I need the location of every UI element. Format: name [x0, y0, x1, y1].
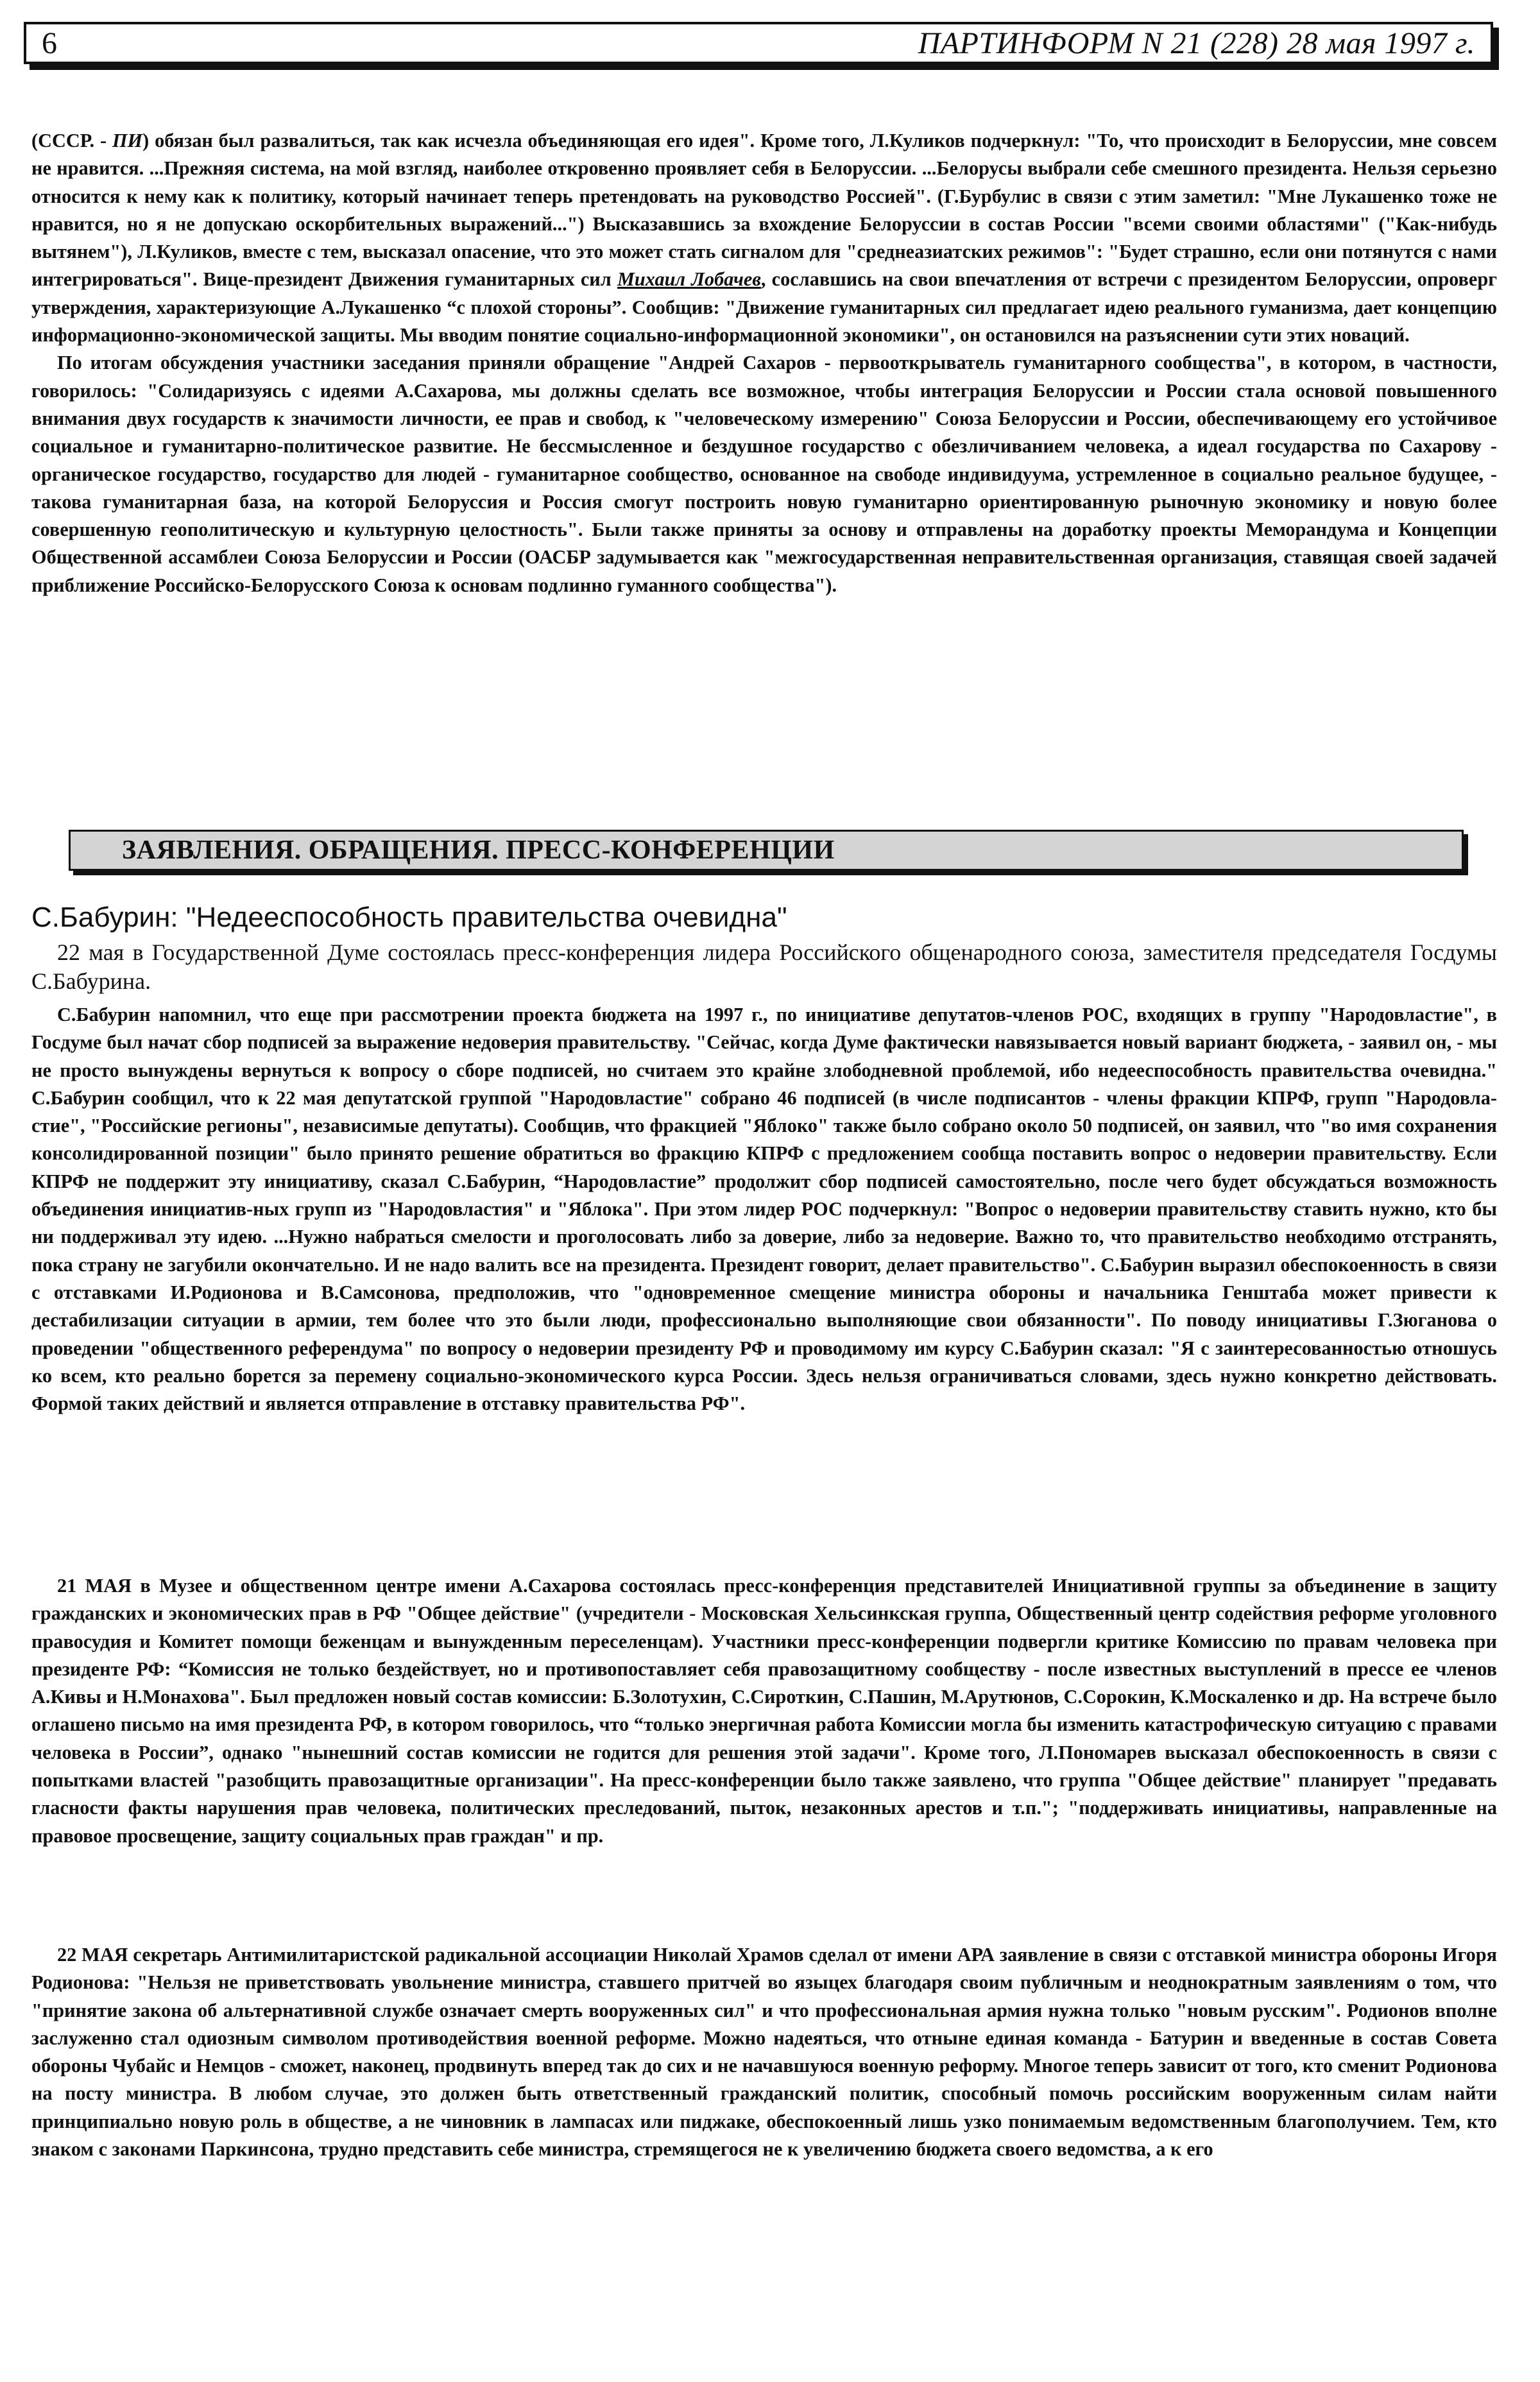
page-header — [24, 22, 1493, 64]
article-body: С.Бабурин напомнил, что еще при рассмотрении проекта бюджета на 1997 г., по инициативе депутатов-членов РОС, входящих в группу "Народовластие", в Госдуме был начат сбор подписей за выражение недоверия правительству. "Сейчас, когда Думе фактически навязывается новый вариант бюджета, - заявил он, - мы не просто вынуждены вернуться к вопросу о сборе подписей, но считаем это крайне злободневной проблемой, ибо недееспособность правительства очевидна." С.Бабурин сообщил, что к 22 мая депутатской группой "Народовластие" собрано 46 подписей (в числе подписантов - члены фракции КПРФ, групп "Народовла-стие", "Российские регионы", независимые депутаты). Сообщив, что фракцией "Яблоко" также было собрано около 50 подписей, он заявил, что "во имя сохранения консолидированной позиции" было принято решение обратиться во фракцию КПРФ с предложением сообща поставить вопрос о недоверии правительству. Если КПРФ не поддержит эту инициативу, сказал С.Бабурин, “Народовластие” продолжит сбор подписей самостоятельно, после чего будет обсуждаться возможность объединения инициатив-ных групп из "Народовластия" и "Яблока". При этом лидер РОС подчеркнул: "Вопрос о недоверии правительству ставить нужно, кто бы ни поддерживал эту идею. ...Нужно набраться смелости и проголосовать либо за доверие, либо за недоверие. Важно то, что правительство необходимо отстранять, пока страну не загубили окончательно. И не надо валить все на президента. Президент говорит, делает правительство". С.Бабурин выразил обеспокоенность в связи с отставками И.Родионова и В.Самсонова, предположив, что "одновременное смещение министра обороны и начальника Генштаба может привести к дестабилизации ситуации в армии, тем более что это были люди, профессионально выполняющие свои обязанности". По поводу инициативы Г.Зюганова о проведении "общественного референдума" по вопросу о недоверии президенту РФ и проводимому им курсу С.Бабурин сказал: "Я с заинтересованностью отношусь ко всем, кто реально борется за перемену социально-экономического курса России. Здесь нельзя ограничиваться словами, здесь нужно конкретно действовать. Формой таких действий и является отправление в отставку правительства РФ". — [31, 1004, 1497, 1415]
intro-p1-start: (СССР. - — [31, 130, 112, 151]
intro-p1-end: , сославшись на свои впечатления от встречи с президентом Белоруссии, опроверг утверждения, характеризующие А.Лукашенко “с плохой стороны”. Сообщив: "Движение гуманитарных сил предлагает идею реального гуманизма, дает концепцию информационно-экономической защиты. Мы вводим понятие социально-информационной экономики", он остановился на разъяснении сути этих новаций. — [31, 268, 1497, 347]
intro-p1-name: Михаил Лобачев — [617, 268, 761, 291]
article-title: С.Бабурин: "Недееспособность правительства очевидна" — [31, 902, 787, 933]
article-body-block — [31, 1001, 1497, 1418]
news-may21-block — [31, 1572, 1497, 1850]
article-lead: 22 мая в Государственной Думе состоялась пресс-конференция лидера Российского общенародного союза, заместителя председателя Госдумы С.Бабурина. — [31, 939, 1497, 994]
news-may22-block — [31, 1941, 1497, 2163]
intro-paragraph-1 — [31, 127, 1497, 349]
intro-block — [31, 127, 1497, 599]
section-header — [69, 830, 1464, 871]
page-number: 6 — [42, 26, 57, 60]
section-title: ЗАЯВЛЕНИЯ. ОБРАЩЕНИЯ. ПРЕСС-КОНФЕРЕНЦИИ — [122, 835, 835, 865]
intro-p1-abbr: ПИ — [112, 130, 143, 151]
news-may21: 21 МАЯ в Музее и общественном центре имени А.Сахарова состоялась пресс-конференция представителей Инициативной группы за объединение в защиту гражданских и экономических прав в РФ "Общее действие" (учредители - Московская Хельсинкская группа, Общественный центр содействия реформе уголовного правосудия и Комитет помощи беженцам и вынужденным переселенцам). Участники пресс-конференции подвергли критике Комиссию по правам человека при президенте РФ: “Комиссия не только бездействует, но и противопоставляет себя правозащитному сообществу - после известных выступлений в прессе ее членов А.Кивы и Н.Монахова". Был предложен новый состав комиссии: Б.Золотухин, С.Сироткин, С.Пашин, М.Арутюнов, С.Сорокин, К.Москаленко и др. На встрече было оглашено письмо на имя президента РФ, в котором говорилось, что “только энергичная работа Комиссии могла бы изменить катастрофическую ситуацию с правами человека в России”, однако "нынешний состав комиссии не годится для решения этой задачи". Кроме того, Л.Пономарев высказал обеспокоенность в связи с попытками властей "разобщить правозащитные организации". На пресс-конференции было также заявлено, что группа "Общее действие" планирует "предавать гласности факты нарушения прав человека, политических преследований, пыток, незаконных арестов и т.п."; "поддерживать инициативы, направленные на правовое просвещение, защиту социальных прав граждан" и пр. — [31, 1575, 1497, 1847]
intro-paragraph-2: По итогам обсуждения участники заседания приняли обращение "Андрей Сахаров - первооткрыватель гуманитарного сообщества", в котором, в частности, говорилось: "Солидаризуясь с идеями А.Сахарова, мы должны сделать все возможное, чтобы интеграция Белоруссии и России стала основой повышенного внимания двух государств к значимости личности, ее прав и свобод, к "человеческому измерению" Союза Белоруссии и России, обеспечивающему его устойчивое социальное и гуманитарно-политическое развитие. Не бессмысленное и бездушное государство с обезличиванием человека, а идеал государства по Сахарову - органическое государство, государство для людей - гуманитарное сообщество, основанное на свободе индивидуума, устремленное в социально реальное будущее, - такова гуманитарная база, на которой Белоруссия и Россия смогут построить новую гуманитарно ориентированную рыночную экономику и новую более совершенную геополитическую и культурную целостность". Были также приняты за основу и отправлены на доработку проекты Меморандума и Концепции Общественной ассамблеи Союза Белоруссии и России (ОАСБР задумывается как "межгосударственная неправительственная организация, ставящая своей задачей приближение Российско-Белорусского Союза к основам подлинно гуманного сообщества"). — [31, 352, 1497, 596]
running-head: ПАРТИНФОРМ N 21 (228) 28 мая 1997 г. — [918, 26, 1475, 60]
intro-p1-middle: ) обязан был развалиться, так как исчезла объединяющая его идея". Кроме того, Л.Куликов подчеркнул: "То, что происходит в Белоруссии, мне совсем не нравится. ...Прежняя система, на мой взгляд, наиболее откровенно проявляет себя в Белоруссии. ...Белорусы выбрали себе смешного президента. Нельзя серьезно относится к нему как к политику, который начинает теперь претендовать на руководство Россией". (Г.Бурбулис в связи с этим заметил: "Мне Лукашенко тоже не нравится, но я не допускаю оскорбительных выражений...") Высказавшись за вхождение Белоруссии в состав России "всеми своими областями" ("Как-нибудь вытянем"), Л.Куликов, вместе с тем, высказал опасение, что это может стать сигналом для "среднеазиатских режимов": "Будет страшно, если они потянутся с нами интегрироваться". Вице-президент Движения гуманитарных сил — [31, 130, 1497, 291]
news-may22: 22 МАЯ секретарь Антимилитаристской радикальной ассоциации Николай Храмов сделал от имени АРА заявление в связи с отставкой министра обороны Игоря Родионова: "Нельзя не приветствовать увольнение министра, ставшего притчей во языцех благодаря своим публичным и неоднократным заявлениям о том, что "принятие закона об альтернативной службе означает смерть вооруженных сил" и что профессиональная армия нужна только "новым русским". Родионов вполне заслуженно стал одиозным символом противодействия военной реформе. Можно надеяться, что отныне единая команда - Батурин и введенные в состав Совета обороны Чубайс и Немцов - сможет, наконец, продвинуть вперед так до сих и не начавшуюся военную реформу. Многое теперь зависит от того, кто сменит Родионова на посту министра. В любом случае, это должен быть ответственный гражданский политик, способный помочь российским вооруженным силам найти принципиально новую роль в обществе, а не чиновник в лампасах или пиджаке, обеспокоенный лишь узко понимаемым ведомственным благополучием. Тем, кто знаком с законами Паркинсона, трудно представить себе министра, стремящегося не к увеличению бюджета своего ведомства, а к его — [31, 1944, 1497, 2161]
